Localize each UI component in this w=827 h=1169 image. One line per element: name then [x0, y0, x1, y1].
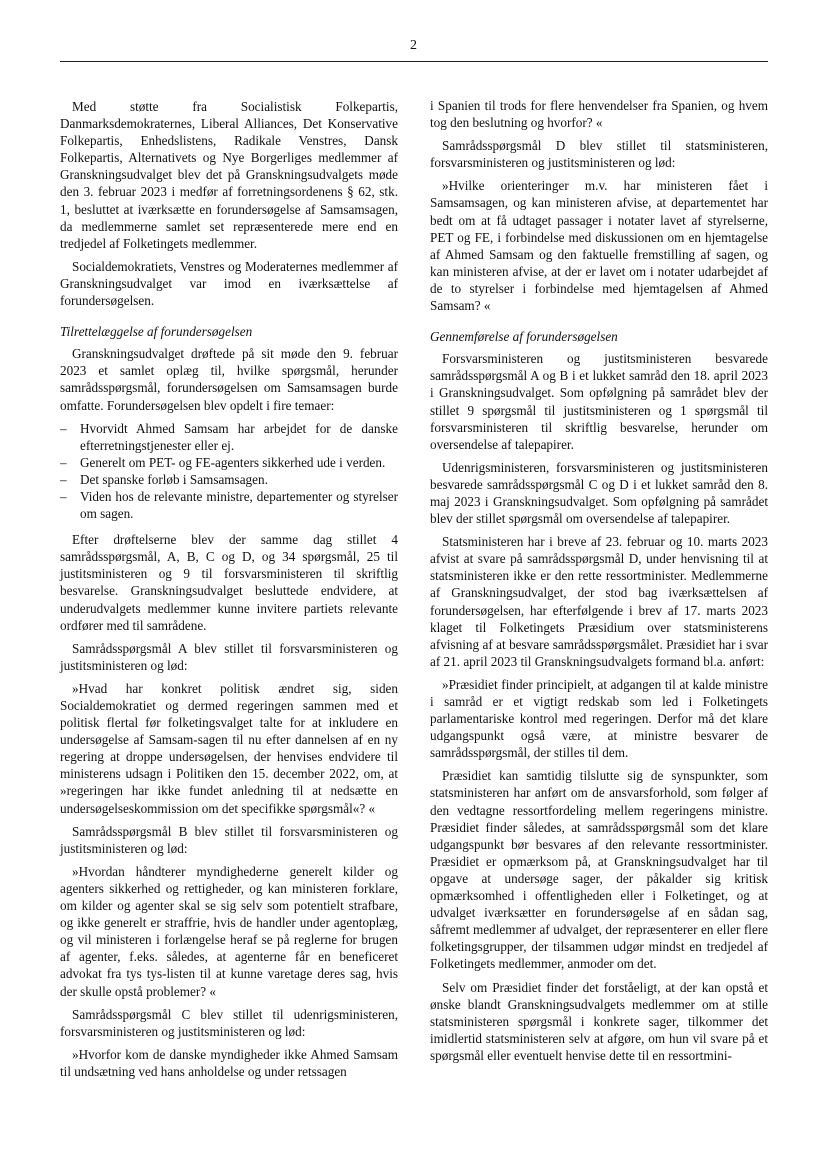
right-column: [430, 97, 768, 1070]
paragraph: Socialdemokratiets, Venstres og Moderaternes medlemmer af Granskningsudvalget var imod en iværksættelse af forundersøgelsen.: [60, 258, 398, 309]
paragraph: Samrådsspørgsmål A blev stillet til forsvarsministeren og justitsministeren og lød:: [60, 640, 398, 673]
paragraph: Samrådsspørgsmål C blev stillet til udenrigsministeren, forsvarsministeren og justitsministeren og lød:: [60, 1006, 398, 1039]
list-item: – Generelt om PET- og FE-agenters sikkerhed ude i verden.: [60, 454, 398, 471]
paragraph: »Hvilke orienteringer m.v. har ministeren fået i Samsamsagen, og kan ministeren afvise, at departementet har bedt om at få udtaget passager i notater lavet af styrelserne, PET og FE, i forbindelse med diskussionen om en hjemtagelse af Ahmed Samsam og den faktuelle fremstilling af sagen, og kan ministeren afvise, at der er lavet om i notater udarbejdet af de to styrelser i forbindelse med hjemtagelsen af Ahmed Samsam? «: [430, 178, 768, 314]
paragraph: »Hvorfor kom de danske myndigheder ikke Ahmed Samsam til undsætning ved hans anholdelse og under retssagen: [60, 1046, 398, 1079]
section-heading: Gennemførelse af forundersøgelsen: [430, 329, 618, 345]
list-item: – Hvorvidt Ahmed Samsam har arbejdet for de danske efterretningstjenester eller ej.: [60, 420, 398, 454]
paragraph: »Hvordan håndterer myndighederne generelt kilder og agenters sikkerhed og rettigheder, og kan ministeren forklare, om kilder og agenter skal se sig selv som potentielt strafbare, og ikke generelt er straffrie, hvis de handler under agentoplæg, og vil ministeren i forlængelse heraf se på reglerne for brugen af agenter, f.eks. således, at agenterne får en beneficeret advokat fra tys tys-listen til at kunne varetage deres sag, hvis der skulle opstå problemer? «: [60, 863, 398, 999]
paragraph: Selv om Præsidiet finder det forståeligt, at der kan opstå et ønske blandt Granskningsudvalgets medlemmer om at stille statsministeren spørgsmål i konkrete sager, tilkommer det imidlertid statsministeren selv at afgøre, om hun vil svare på et spørgsmål eller eventuelt henvise dette til en ressortmini-: [430, 979, 768, 1063]
paragraph: »Præsidiet finder principielt, at adgangen til at kalde ministre i samråd er et vigtigt redskab som led i Folketingets parlamentariske kontrol med regeringen. Derfor må det klare udgangspunkt også være, at ministre besvarer de samrådsspørgsmål, der stilles til dem.: [430, 676, 768, 761]
section-heading: Tilrettelæggelse af forundersøgelsen: [60, 324, 253, 340]
left-column: [60, 98, 398, 1086]
paragraph: Med støtte fra Socialistisk Folkepartis, Danmarksdemokraternes, Liberal Alliances, Det Konservative Folkepartis, Enhedslistens, Radikale Venstres, Dansk Folkepartis, Alternativets og Nye Borgerliges medlemmer af Granskningsudvalget blev det på Granskningsudvalgets møde den 3. februar 2023 i medfør af forretningsordenens § 62, stk. 1, besluttet at iværksætte en forundersøgelse af Samsamsagen, da medlemmerne samlet set repræsenterede mere end en tredjedel af Folketingets medlemmer.: [60, 99, 398, 251]
paragraph: Samrådsspørgsmål B blev stillet til forsvarsministeren og justitsministeren og lød:: [60, 823, 398, 856]
list-item: – Viden hos de relevante ministre, departementer og styrelser om sagen.: [60, 488, 398, 522]
list-item: – Det spanske forløb i Samsamsagen.: [60, 471, 398, 488]
header-rule: [60, 61, 768, 62]
paragraph: Efter drøftelserne blev der samme dag stillet 4 samrådsspørgsmål, A, B, C og D, og 34 spørgsmål, 25 til justitsministeren og 9 til forsvarsministeren til skriftlig besvarelse. Granskningsudvalget besluttede endvidere, at underudvalgets medlemmer kunne invitere partiets relevante ordfører med til samrådene.: [60, 532, 398, 633]
paragraph: i Spanien til trods for flere henvendelser fra Spanien, og hvem tog den beslutning og hvorfor? «: [430, 98, 768, 131]
paragraph: Granskningsudvalget drøftede på sit møde den 9. februar 2023 et samlet oplæg til, hvilke spørgsmål, herunder samrådsspørgsmål, forundersøgelsen om Samsamsagen burde omfatte. Forundersøgelsen blev opdelt i fire temaer:: [60, 346, 398, 413]
theme-list: [60, 420, 398, 523]
page-number: 2: [410, 38, 417, 53]
paragraph: Samrådsspørgsmål D blev stillet til statsministeren, forsvarsministeren og justitsministeren og lød:: [430, 138, 768, 171]
paragraph: Statsministeren har i breve af 23. februar og 10. marts 2023 afvist at svare på samrådsspørgsmål D, under henvisning til at statsministeren ikke er den rette ressortminister. Medlemmerne af Granskningsudvalget, der stod bag iværksættelsen af forundersøgelsen, har efterfølgende i brev af 17. marts 2023 klaget til Folketingets Præsidium over statsministerens afvisning af at besvare samrådsspørgsmålet. Præsidiet har i svar af 21. april 2023 til Granskningsudvalgets formand bl.a. anført:: [430, 534, 768, 669]
paragraph: »Hvad har konkret politisk ændret sig, siden Socialdemokratiet og dermed regeringen sammen med et politisk flertal før folketingsvalget talte for at inkludere en undersøgelse af Samsam-sagen til nu efter dannelsen af en ny regering at droppe undersøgelsen, der henvises endvidere til ministerens udsagn i Politiken den 15. december 2022, om, at »regeringen har ikke fundet anledning til at nedsætte en undersøgelseskommission om det specifikke spørgsmål«? «: [60, 680, 398, 816]
paragraph: Forsvarsministeren og justitsministeren besvarede samrådsspørgsmål A og B i et lukket samråd den 18. april 2023 i Granskningsudvalget. Som opfølgning på samrådet blev der stillet 9 spørgsmål til justitsministeren og 1 spørgsmål til forsvarsministeren til skriftlig besvarelse, herunder om oversendelse af talepapirer.: [430, 351, 768, 452]
paragraph: Præsidiet kan samtidig tilslutte sig de synspunkter, som statsministeren har anført om de ansvarsforhold, som følger af den vedtagne ressortfordeling mellem regeringens ministre. Præsidiet finder således, at samrådsspørgsmål som det klare udgangspunkt bør besvares af den relevante ressortminister. Præsidiet er opmærksom på, at Granskningsudvalget har til opgave at undersøge sager, der påkalder sig kritisk opmærksomhed i offentligheden eller i Folketinget, og at udvalget iværksætter en forundersøgelse af en sådan sag, såfremt medlemmer af udvalget, der repræsenterer en eller flere folketingsgrupper, der tilsammen udgør mindst en tredjedel af Folketingets medlemmer, anmoder om det.: [430, 768, 768, 972]
paragraph: Udenrigsministeren, forsvarsministeren og justitsministeren besvarede samrådsspørgsmål C og D i et lukket samråd den 8. maj 2023 i Granskningsudvalget. Som opfølgning på samrådet blev der stillet spørgsmål om oversendelse af talepapirer.: [430, 459, 768, 527]
